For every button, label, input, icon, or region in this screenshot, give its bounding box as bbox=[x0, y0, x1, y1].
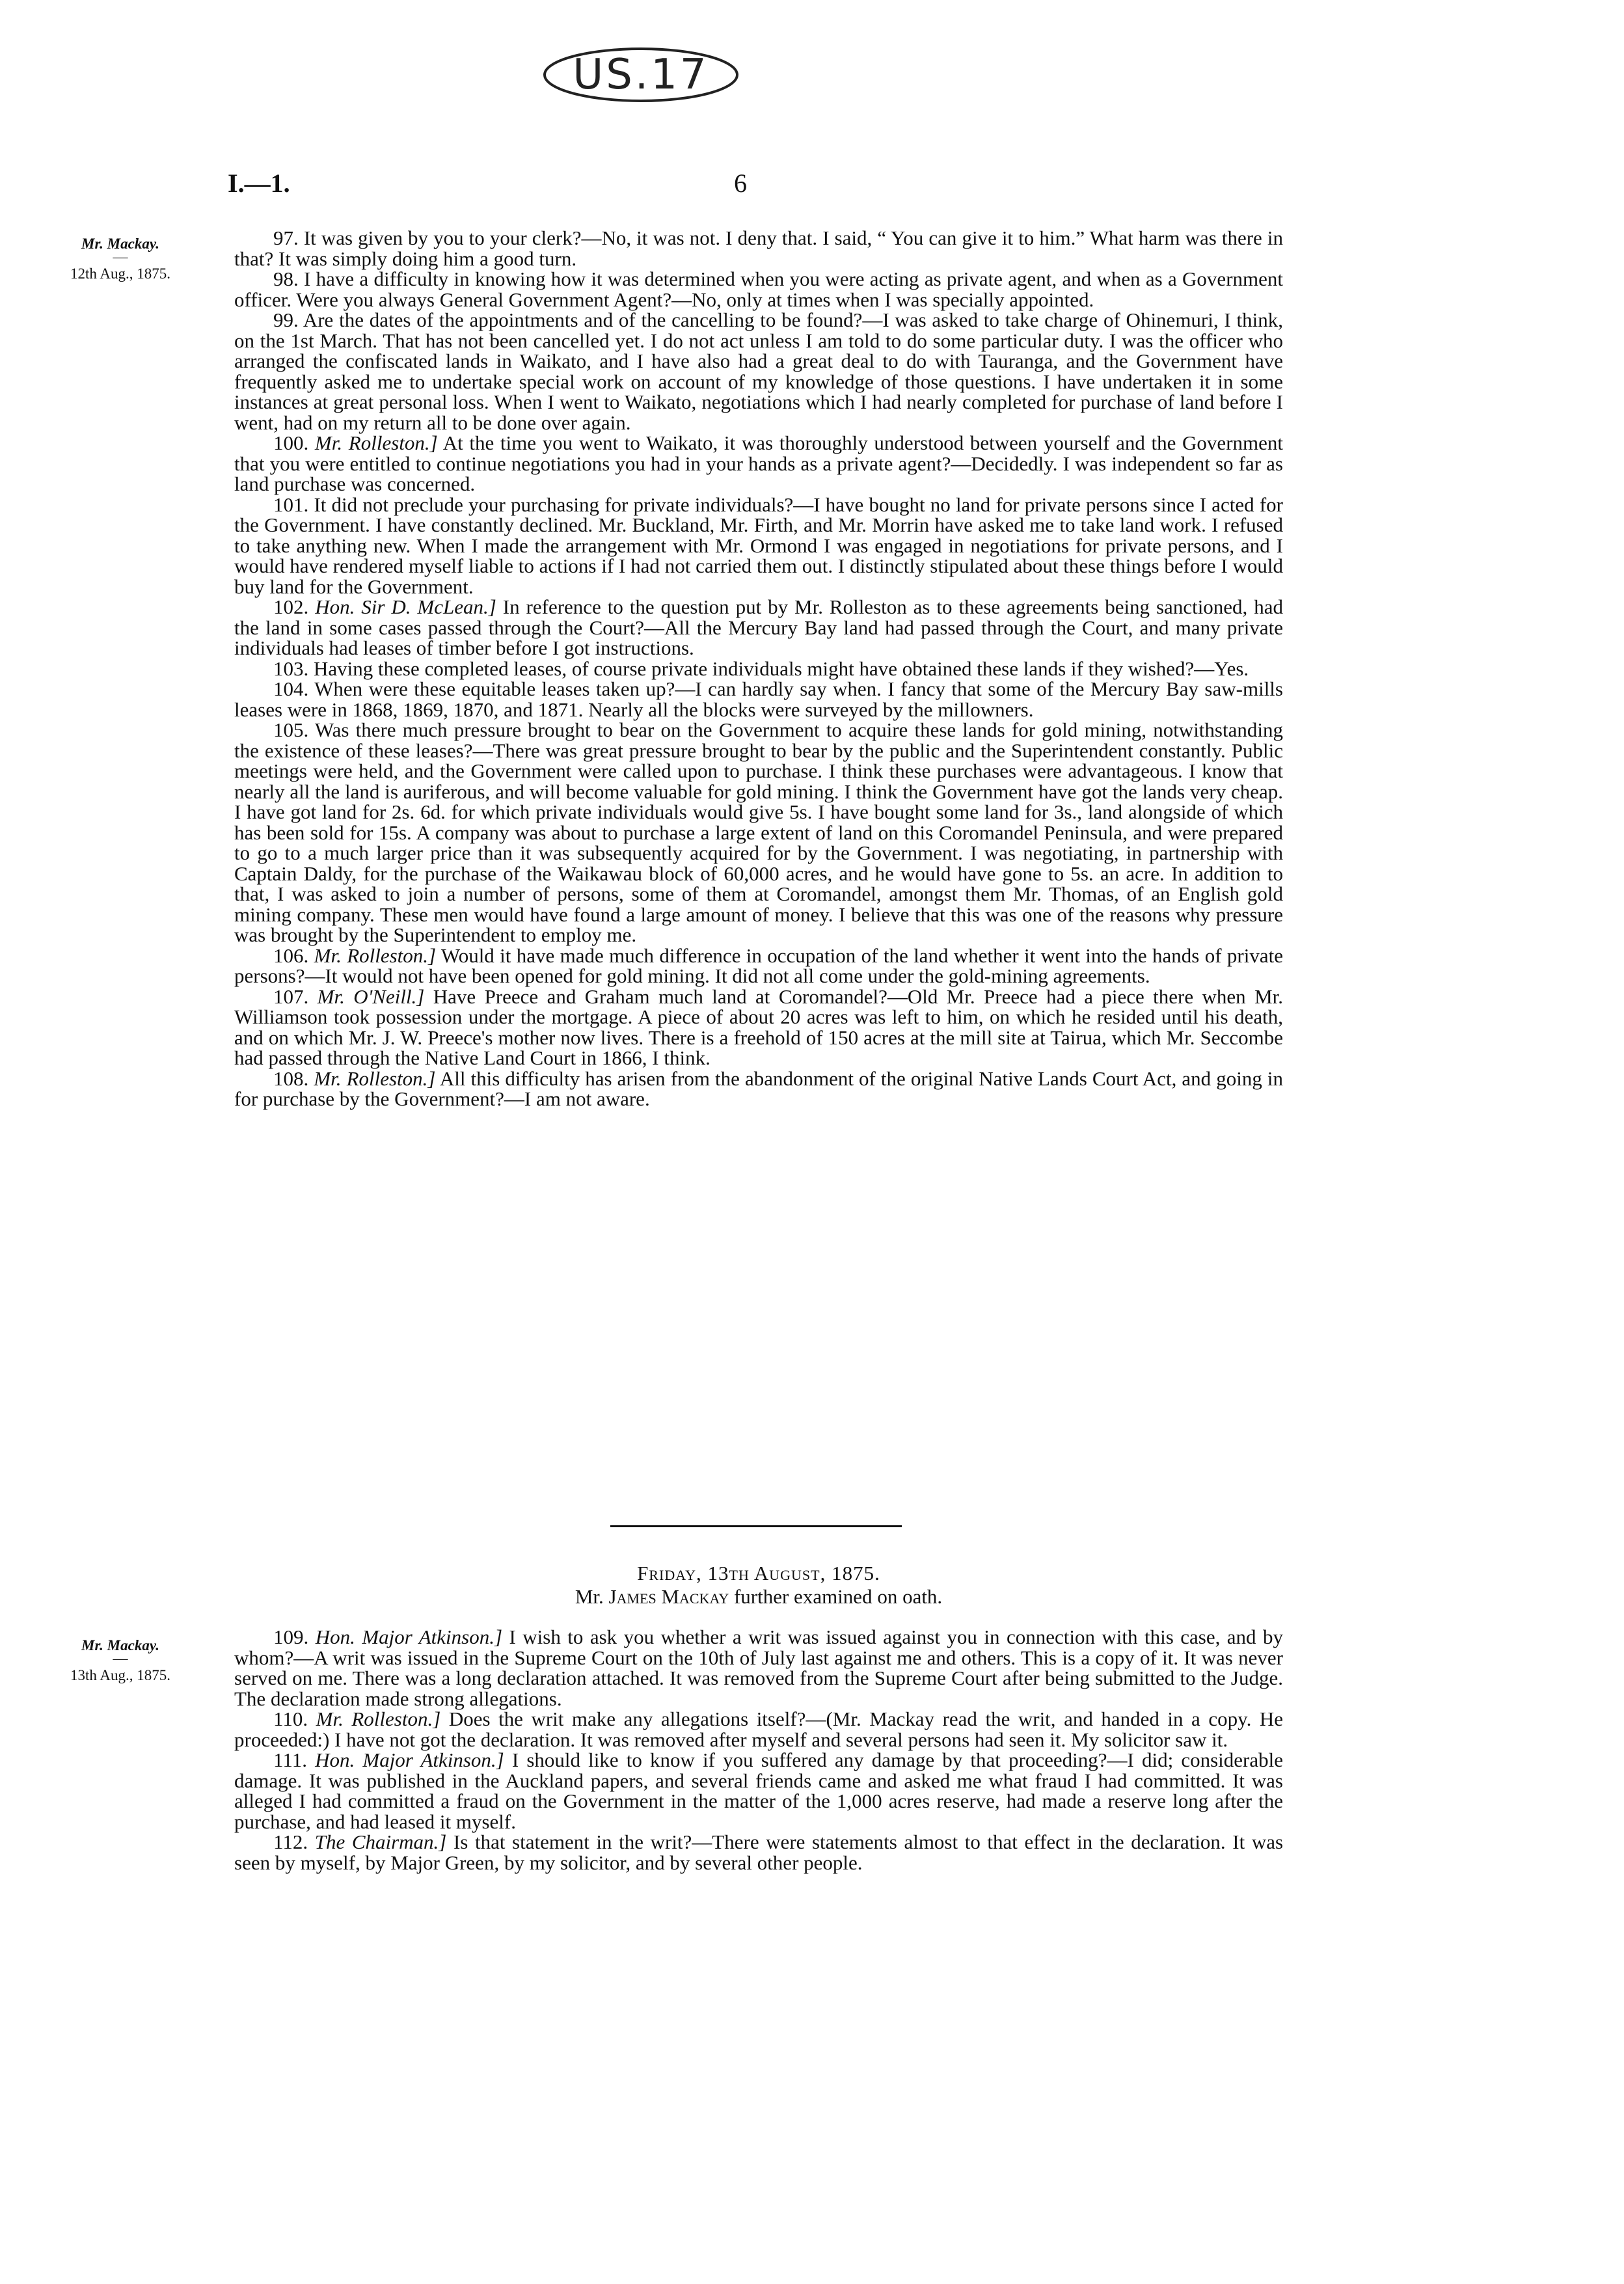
question-paragraph bbox=[234, 679, 1283, 720]
page-number: 6 bbox=[734, 169, 747, 198]
questioner-name: Hon. Major Atkinson.] bbox=[315, 1748, 504, 1771]
question-paragraph bbox=[234, 1750, 1283, 1832]
questioner-name: Mr. Rolleston.] bbox=[314, 431, 438, 454]
margin-date: 13th Aug., 1875. bbox=[70, 1667, 170, 1683]
question-number: 101. bbox=[273, 493, 309, 516]
question-number: 102. bbox=[273, 595, 309, 618]
questioner-name: Mr. Rolleston.] bbox=[314, 944, 437, 967]
question-number: 97. bbox=[273, 226, 299, 249]
question-text: Are the dates of the appointments and of the cancelling to be found?—I was asked to take charge of Ohinemuri, I think, on the 1st March. That has not been cancelled yet. I do not act unless I am told to do some particular duty. I was the officer who arranged the confiscated lands in Waikato, and I have also had a great deal to do with Tauranga, and the Government have frequently asked me to undertake special work on account of my knowledge of those questions. I have undertaken it in some instances at great personal loss. When I went to Waikato, negotiations which I had nearly completed for purchase of land before I went, had on my return all to be done over again. bbox=[234, 308, 1283, 434]
question-paragraph bbox=[234, 720, 1283, 945]
question-number: 98. bbox=[273, 267, 299, 290]
question-number: 106. bbox=[273, 944, 309, 967]
question-paragraph bbox=[234, 1709, 1283, 1750]
margin-divider: — bbox=[113, 249, 128, 265]
question-text: When were these equitable leases taken up?—I can hardly say when. I fancy that some of the Mercury Bay saw-mills leases were in 1868, 1869, 1870, and 1871. Nearly all the blocks were surveyed by the millowners. bbox=[234, 677, 1283, 721]
question-number: 107. bbox=[273, 985, 309, 1008]
question-text: It did not preclude your purchasing for private individuals?—I have bought no land for private persons since I acted for the Government. I have constantly declined. Mr. Buckland, Mr. Firth, and Mr. Morrin have asked me to take land work. I refused to take anything new. When I made the arrangement with Mr. Ormond I was engaged in negotiations for private persons, and I would have rendered myself liable to actions if I had not carried them out. I distinctly stipulated about these things before I would buy land for the Government. bbox=[234, 493, 1284, 598]
margin-witness-name: Mr. Mackay. bbox=[81, 236, 159, 252]
question-text: All this difficulty has arisen from the abandonment of the original Native Lands Court Act, and going in for purchase by the Government?—I am not aware. bbox=[234, 1067, 1283, 1110]
question-paragraph bbox=[234, 228, 1283, 269]
question-text: Having these completed leases, of course private individuals might have obtained these lands if they wished?—Yes. bbox=[314, 657, 1249, 680]
margin-divider: — bbox=[113, 1650, 128, 1666]
question-number: 100. bbox=[273, 431, 309, 454]
question-number: 110. bbox=[273, 1707, 308, 1730]
question-paragraph bbox=[234, 495, 1283, 597]
question-number: 105. bbox=[273, 718, 309, 741]
session-date: Friday, 13th August, 1875. bbox=[637, 1562, 880, 1584]
question-paragraph bbox=[234, 1832, 1283, 1873]
question-number: 99. bbox=[273, 308, 299, 331]
session-witness-line bbox=[234, 1585, 1283, 1609]
question-text: Would it have made much difference in occupation of the land whether it went into the hands of private persons?—It would not have been opened for gold mining. It did not all come under the gold-mining agreements. bbox=[234, 944, 1283, 987]
questioner-name: Hon. Major Atkinson.] bbox=[315, 1625, 503, 1648]
question-number: 112. bbox=[273, 1830, 308, 1853]
question-paragraph bbox=[234, 433, 1283, 495]
question-paragraph bbox=[234, 269, 1283, 310]
archive-stamp bbox=[540, 46, 742, 104]
question-text: I should like to know if you suffered any damage by that proceeding?—I did; considerable damage. It was published in the Auckland papers, and several friends came and asked me what fraud I had committed. It was alleged I had committed a fraud on the Government in the matter of the 1,000 acres reserve, had made a reserve long after the purchase, and had leased it myself. bbox=[234, 1748, 1283, 1833]
question-text: It was given by you to your clerk?—No, it was not. I deny that. I said, “ You can give it to him.” What harm was there in that? It was simply doing him a good turn. bbox=[234, 226, 1283, 270]
question-paragraph bbox=[234, 1068, 1283, 1109]
question-number: 103. bbox=[273, 657, 309, 680]
question-number: 111. bbox=[273, 1748, 307, 1771]
question-paragraph bbox=[234, 659, 1283, 679]
question-text: Is that statement in the writ?—There were statements almost to that effect in the declaration. It was seen by myself, by Major Green, by my solicitor, and by several other people. bbox=[234, 1830, 1284, 1874]
witness-name: James Mackay bbox=[608, 1585, 729, 1608]
margin-note-1 bbox=[65, 236, 176, 282]
question-text: I have a difficulty in knowing how it was determined when you were acting as private agent, and when as a Government officer. Were you always General Government Agent?—No, only at times when I was specially appointed. bbox=[234, 267, 1284, 311]
question-text: Does the writ make any allegations itself?—(Mr. Mackay read the writ, and handed in a copy. He proceeded:) I have not got the declaration. It was removed after myself and several persons had seen it. My solicitor saw it. bbox=[234, 1707, 1284, 1751]
question-text: Was there much pressure brought to bear on the Government to acquire these lands for gold mining, notwithstanding the existence of these leases?—There was great pressure brought to bear by the public and the Superintendent constantly. Public meetings were held, and the Government were called upon to purchase. I think these purchases were advantageous. I know that nearly all the land is auriferous, and will become valuable for gold mining. I think the Government have got the lands very cheap. I have got land for 2s. 6d. for which private individuals would give 5s. I have bought some land for 3s., land alongside of which has been sold for 15s. A company was about to purchase a large extent of land on this Coromandel Peninsula, and were prepared to go to a much larger price than it was subsequently acquired for by the Government. I was negotiating, in partnership with Captain Daldy, for the purchase of the Waikawau block of 60,000 acres, and he would have gone to 5s. an acre. In addition to that, I was asked to join a number of persons, some of them at Coromandel, amongst them Mr. Thomas, of an English gold mining company. These men would have found a large amount of money. I believe that this was one of the reasons why pressure was brought by the Superintendent to employ me. bbox=[234, 718, 1283, 946]
question-paragraph bbox=[234, 945, 1283, 986]
questioner-name: Mr. Rolleston.] bbox=[316, 1707, 441, 1730]
margin-note-2 bbox=[65, 1637, 176, 1684]
question-paragraph bbox=[234, 986, 1283, 1068]
margin-witness-name: Mr. Mackay. bbox=[81, 1637, 159, 1653]
question-text: Have Preece and Graham much land at Coromandel?—Old Mr. Preece had a piece there when Mr. Williamson took possession under the mortgage. A piece of about 20 acres was left to him, on which he resided until his death, and on which Mr. J. W. Preece's mother now lives. There is a freehold of 150 acres at the mill site at Tairua, which Mr. Seccombe had passed through the Native Land Court in 1866, I think. bbox=[234, 985, 1284, 1069]
question-text: In reference to the question put by Mr. Rolleston as to these agreements being sanctioned, had the land in some cases passed through the Court?—All the Mercury Bay land had passed through the Court, and many private individuals had leases of timber before I got instructions. bbox=[234, 595, 1284, 659]
questioner-name: Mr. Rolleston.] bbox=[314, 1067, 436, 1090]
questioner-name: The Chairman.] bbox=[314, 1830, 447, 1853]
question-paragraph bbox=[234, 1627, 1283, 1709]
evidence-section-1 bbox=[234, 228, 1283, 1109]
document-reference: I.—1. bbox=[228, 169, 290, 198]
questioner-name: Hon. Sir D. McLean.] bbox=[315, 595, 496, 618]
question-text: I wish to ask you whether a writ was issued against you in connection with this case, and by whom?—A writ was issued in the Supreme Court on the 10th of July last against me and others. This is a copy of it. It was never served on me. There was a long declaration attached. It was removed from the Supreme Court after being submitted to the Judge. The declaration made strong allegations. bbox=[234, 1625, 1284, 1710]
question-paragraph bbox=[234, 310, 1283, 433]
question-number: 104. bbox=[273, 677, 309, 700]
question-paragraph bbox=[234, 597, 1283, 659]
question-text: At the time you went to Waikato, it was thoroughly understood between yourself and the Government that you were entitled to continue negotiations you had in your hands as a private agent?—Decidedly. I was independent so far as land purchase was concerned. bbox=[234, 431, 1283, 495]
question-number: 109. bbox=[273, 1625, 309, 1648]
witness-prefix: Mr. bbox=[575, 1585, 604, 1608]
evidence-section-2 bbox=[234, 1627, 1283, 1873]
question-number: 108. bbox=[273, 1067, 309, 1090]
section-divider bbox=[610, 1525, 902, 1527]
questioner-name: Mr. O'Neill.] bbox=[317, 985, 425, 1008]
margin-date: 12th Aug., 1875. bbox=[70, 265, 170, 282]
witness-suffix: further examined on oath. bbox=[733, 1585, 943, 1608]
stamp-text: US.17 bbox=[573, 51, 709, 99]
